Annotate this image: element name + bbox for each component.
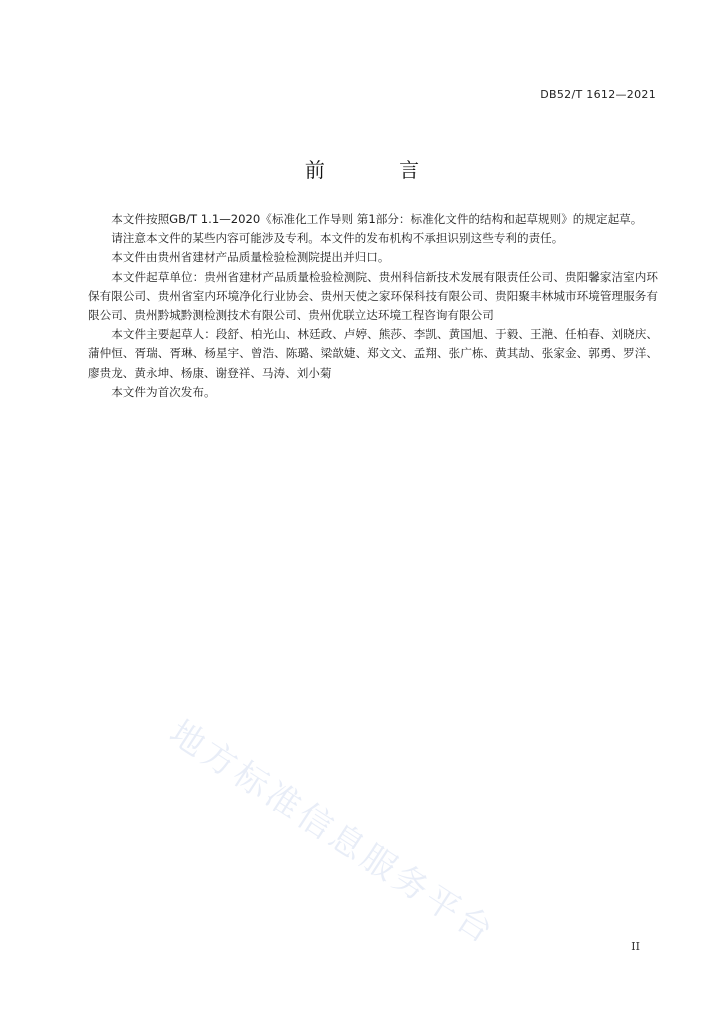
paragraph-drafters: 本文件主要起草人：段舒、柏光山、林廷政、卢婷、熊莎、李凯、黄国旭、于毅、王滟、任柏春、刘晓庆、蒲仲恒、胥瑞、胥琳、杨星宇、曾浩、陈璐、梁歆婕、郑文文、孟翔、张广栋、黄其劼、张家金、郭勇、罗洋、廖贵龙、黄永坤、杨康、谢登祥、马涛、刘小菊: [88, 327, 658, 380]
page-number: II: [631, 940, 640, 953]
watermark-text: 地方标准信息服务平台: [162, 712, 503, 954]
document-code: DB52/T 1612—2021: [540, 88, 656, 101]
foreword-body: [88, 210, 658, 402]
paragraph-drafting-units: 本文件起草单位：贵州省建材产品质量检验检测院、贵州科信新技术发展有限责任公司、贵阳馨家洁室内环保有限公司、贵州省室内环境净化行业协会、贵州天使之家环保科技有限公司、贵阳聚丰林城市环境管理服务有限公司、贵州黔城黔测检测技术有限公司、贵州优联立达环境工程咨询有限公司: [88, 269, 658, 323]
paragraph-first-release: 本文件为首次发布。: [111, 384, 216, 399]
paragraph-proposer: 本文件由贵州省建材产品质量检验检测院提出并归口。: [111, 250, 390, 265]
paragraph-patent-notice: 请注意本文件的某些内容可能涉及专利。本文件的发布机构不承担识别这些专利的责任。: [111, 231, 564, 246]
page-title: 前 言: [304, 158, 454, 182]
paragraph-drafting-rules: 本文件按照GB/T 1.1—2020《标准化工作导则 第1部分：标准化文件的结构和起草规则》的规定起草。: [111, 212, 643, 226]
